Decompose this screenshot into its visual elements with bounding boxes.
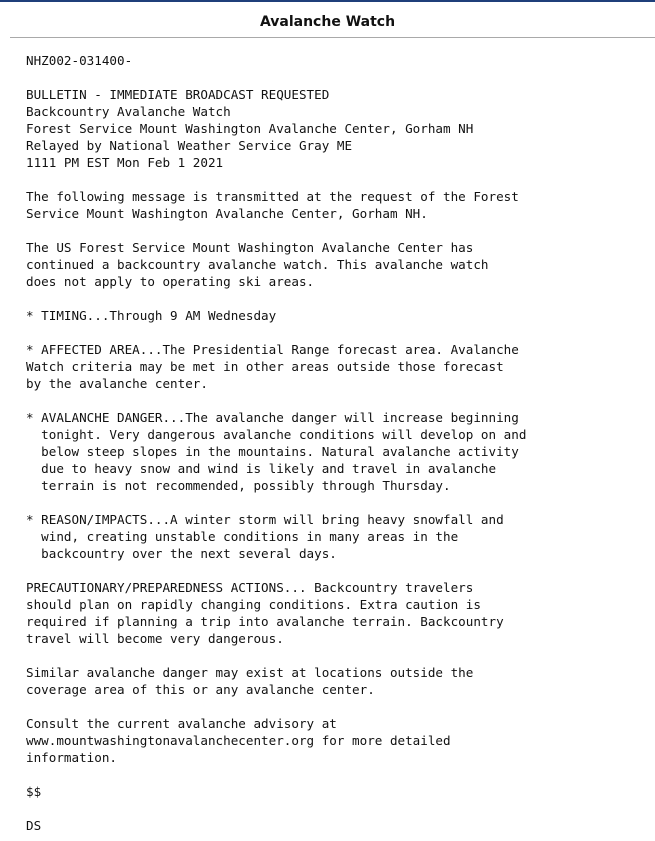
bulletin-line: NHZ002-031400- (26, 53, 133, 68)
bulletin-line: Consult the current avalanche advisory at (26, 716, 337, 731)
bulletin-line: tonight. Very dangerous avalanche conditions will develop on and (26, 427, 527, 442)
bulletin-line: continued a backcountry avalanche watch. This avalanche watch (26, 257, 489, 272)
bulletin-line: The US Forest Service Mount Washington Avalanche Center has (26, 240, 474, 255)
bulletin-line: information. (26, 750, 117, 765)
bulletin-line: Backcountry Avalanche Watch (26, 104, 231, 119)
bulletin-line (26, 324, 651, 341)
bulletin-line: terrain is not recommended, possibly through Thursday. (26, 478, 451, 493)
bulletin-line: Relayed by National Weather Service Gray ME (26, 138, 353, 153)
page-title: Avalanche Watch (259, 14, 396, 30)
bulletin-line (26, 647, 651, 664)
bulletin-line (26, 222, 651, 239)
bulletin-line: * AVALANCHE DANGER...The avalanche danger will increase beginning (26, 410, 519, 425)
bulletin-line (26, 562, 651, 579)
bulletin-line (26, 698, 651, 715)
header-divider (10, 37, 655, 38)
bulletin-line (26, 494, 651, 511)
bulletin-line: backcountry over the next several days. (26, 546, 337, 561)
bulletin-line (26, 290, 651, 307)
bulletin-line: * AFFECTED AREA...The Presidential Range forecast area. Avalanche (26, 342, 519, 357)
bulletin-line: $$ (26, 784, 42, 799)
bulletin-line (26, 766, 651, 783)
bulletin-line: should plan on rapidly changing conditions. Extra caution is (26, 597, 481, 612)
bulletin-line: due to heavy snow and wind is likely and travel in avalanche (26, 461, 497, 476)
bulletin-line: below steep slopes in the mountains. Natural avalanche activity (26, 444, 519, 459)
bulletin-line (26, 69, 651, 86)
bulletin-line (26, 800, 651, 817)
bulletin-line: wind, creating unstable conditions in many areas in the (26, 529, 459, 544)
bulletin-line: Service Mount Washington Avalanche Center, Gorham NH. (26, 206, 428, 221)
bulletin-line: The following message is transmitted at the request of the Forest (26, 189, 519, 204)
bulletin-line: 1111 PM EST Mon Feb 1 2021 (26, 155, 224, 170)
bulletin-line: Forest Service Mount Washington Avalanche Center, Gorham NH (26, 121, 474, 136)
bulletin-line: travel will become very dangerous. (26, 631, 284, 646)
bulletin-line: by the avalanche center. (26, 376, 208, 391)
bulletin-line: coverage area of this or any avalanche center. (26, 682, 375, 697)
bulletin-text (26, 52, 651, 834)
bulletin-line: * TIMING...Through 9 AM Wednesday (26, 308, 277, 323)
bulletin-line: * REASON/IMPACTS...A winter storm will bring heavy snowfall and (26, 512, 504, 527)
bulletin-line: required if planning a trip into avalanche terrain. Backcountry (26, 614, 504, 629)
page-header (0, 2, 655, 37)
bulletin-line: DS (26, 818, 42, 833)
bulletin-line: PRECAUTIONARY/PREPAREDNESS ACTIONS... Backcountry travelers (26, 580, 474, 595)
bulletin-line: Similar avalanche danger may exist at locations outside the (26, 665, 474, 680)
bulletin-line: Watch criteria may be met in other areas outside those forecast (26, 359, 504, 374)
bulletin-line (26, 171, 651, 188)
bulletin-line: www.mountwashingtonavalanchecenter.org for more detailed (26, 733, 451, 748)
bulletin-line: BULLETIN - IMMEDIATE BROADCAST REQUESTED (26, 87, 330, 102)
bulletin-line (26, 392, 651, 409)
bulletin-line: does not apply to operating ski areas. (26, 274, 315, 289)
